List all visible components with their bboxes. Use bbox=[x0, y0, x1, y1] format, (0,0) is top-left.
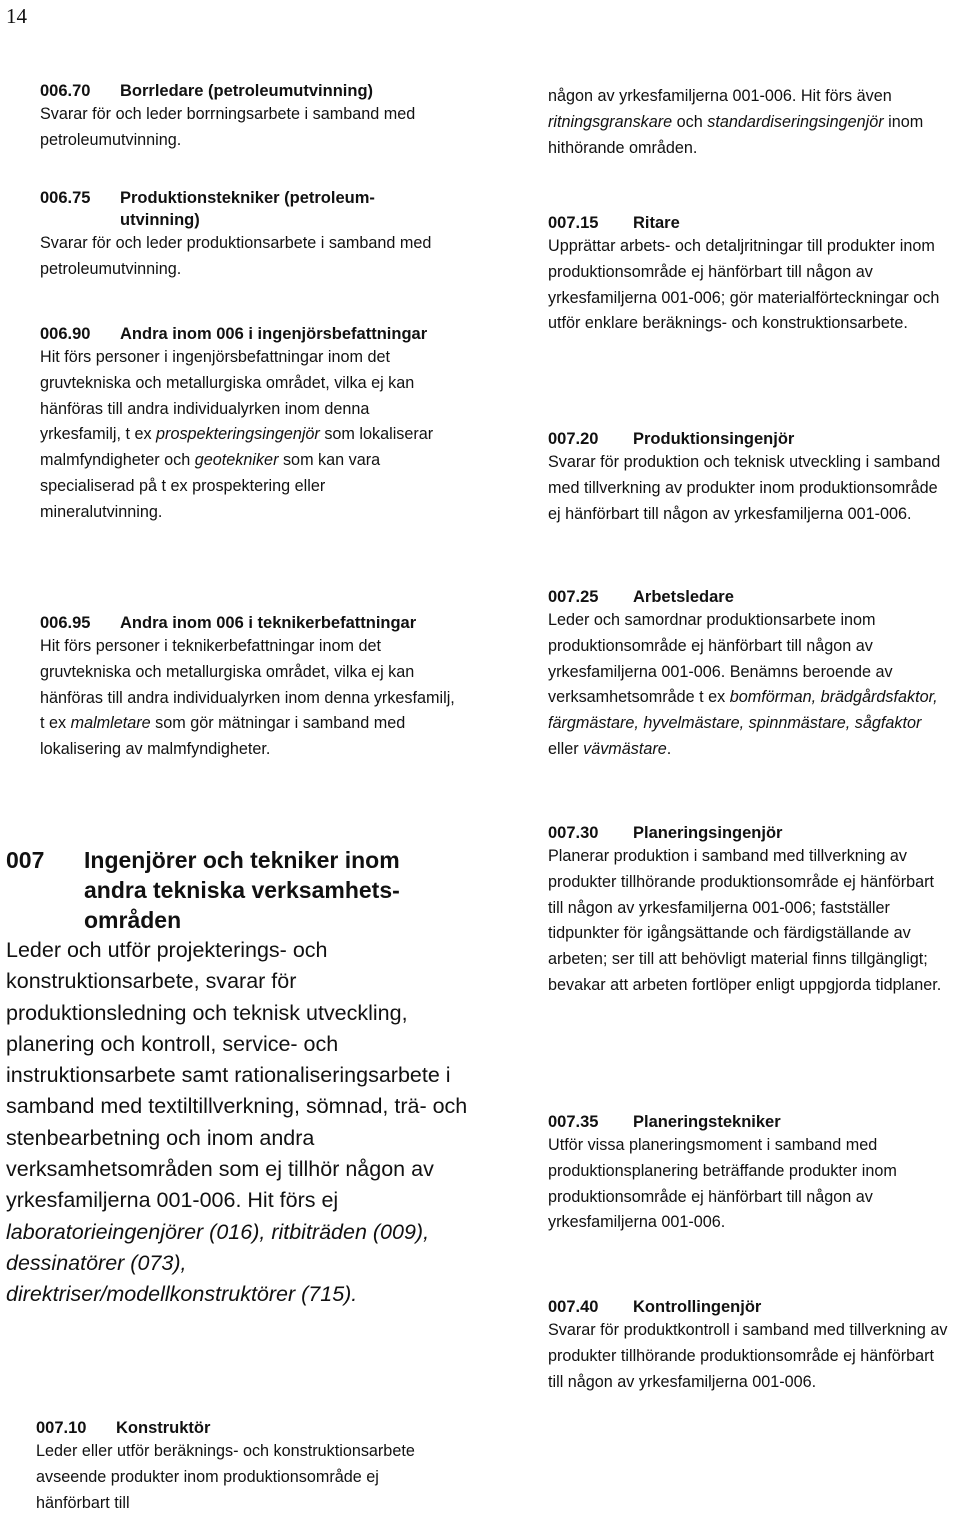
entry-title: Kontrollingenjör bbox=[633, 1298, 762, 1316]
entry-body bbox=[548, 1133, 953, 1236]
entry-body bbox=[548, 450, 948, 527]
entry-title: Ritare bbox=[633, 214, 680, 232]
entry-code: 007.15 bbox=[548, 214, 599, 232]
body-text: Leder och utför projekterings- och konstruktionsarbete, svarar för produktionsledning och teknisk utveckling, planering och kontroll, service- och instruktionsarbete samt rationaliseringsarbete i samband med textiltillverkning, sömnad, trä- och stenbearbetning och inom andra verksamhetsområden som ej tillhör någon av yrkesfamiljerna 001-006. Hit förs ej bbox=[6, 938, 474, 1213]
body-text: Utför vissa planeringsmoment i samband med produktionsplanering beträffande produkter inom produktionsområde ej hänförbart till någon av yrkesfamiljerna 001-006. bbox=[548, 1136, 902, 1232]
entry-body bbox=[548, 844, 948, 999]
entry-code: 006.70 bbox=[40, 82, 91, 100]
body-text: inom hithörande områden. bbox=[548, 112, 928, 157]
body-text: eller bbox=[548, 714, 926, 758]
body-text: Svarar för och leder produktionsarbete i samband med petroleumutvinning. bbox=[40, 234, 436, 278]
entry-code: 007.10 bbox=[36, 1419, 87, 1437]
body-text: . bbox=[666, 739, 672, 758]
entry-code: 006.75 bbox=[40, 189, 91, 207]
entry-code: 007.25 bbox=[548, 588, 599, 606]
body-text: Planerar produktion i samband med tillverkning av produkter tillhörande produktionsområde ej hänförbart till någon av yrkesfamiljerna 001-006; fastställer tidpunkter för igångsättande och färdigställande av arbeten; ser till att behövligt material finns tillgängligt; bevakar att arbeten fortlöper enligt uppgjorda tidplaner. bbox=[548, 847, 942, 994]
body-text: som gör mätningar i samband med lokalisering av malmfyndigheter. bbox=[40, 714, 410, 759]
entry-006-70 bbox=[40, 80, 480, 154]
section-title: Ingenjörer och tekniker inom andra tekniska verksamhetsområden bbox=[84, 847, 400, 933]
body-text: Hit förs personer i ingenjörsbefattningar inom det gruvtekniska och metallurgiska området, vilka ej kan hänföras till andra individualyrken inom denna yrkesfamilj, t ex bbox=[40, 348, 419, 444]
body-text: Svarar för och leder borrningsarbete i samband med petroleumutvinning. bbox=[40, 105, 420, 149]
entry-title: Borrledare (petroleumutvinning) bbox=[120, 82, 374, 100]
entry-006-90 bbox=[40, 323, 440, 526]
entry-title: Andra inom 006 i teknikerbefattningar bbox=[120, 614, 417, 632]
entry-body bbox=[40, 634, 460, 763]
entry-code: 007.20 bbox=[548, 430, 599, 448]
body-text: och bbox=[672, 112, 708, 131]
italic-term: laboratorieingenjörer (016), ritbiträden (009), dessinatörer (073), direktriser/modellkonstruktörer (715). bbox=[6, 1219, 436, 1307]
entry-007-40 bbox=[548, 1296, 952, 1395]
entry-body bbox=[40, 231, 440, 283]
body-text: som lokaliserar malmfyndigheter och bbox=[40, 425, 438, 470]
entry-007-25 bbox=[548, 586, 953, 763]
page-number: 14 bbox=[6, 4, 27, 28]
entry-title: Produktionsingenjör bbox=[633, 430, 795, 448]
entry-007-35 bbox=[548, 1111, 953, 1236]
italic-term: prospekteringsingenjör bbox=[156, 425, 320, 444]
section-007 bbox=[6, 845, 476, 1311]
entry-title: Konstruktör bbox=[116, 1419, 211, 1437]
italic-term: ritningsgranskare bbox=[548, 112, 673, 131]
italic-term: vävmästare bbox=[583, 739, 667, 758]
italic-term: standardiseringsingenjör bbox=[707, 112, 884, 131]
italic-term: bomförman, brädgårdsfaktor, färgmästare, hyvelmästare, spinnmästare, sågfaktor bbox=[548, 688, 943, 733]
body-text: någon av yrkesfamiljerna 001-006. Hit förs även bbox=[548, 87, 897, 105]
entry-body bbox=[548, 234, 953, 337]
entry-code: 006.95 bbox=[40, 614, 91, 632]
section-body bbox=[6, 935, 476, 1311]
section-code: 007 bbox=[6, 847, 45, 873]
entry-body bbox=[40, 345, 440, 526]
body-text: Hit förs personer i teknikerbefattningar inom det gruvtekniska och metallurgiska området, vilka ej kan hänföras till andra individualyrken inom denna yrkesfamilj, t ex bbox=[40, 637, 460, 733]
body-text: Leder och samordnar produktionsarbete inom produktionsområde ej hänförbart till någon av yrkesfamiljerna 001-006. Benämns beroende av verksamhetsområde t ex bbox=[548, 611, 898, 707]
italic-term: malmletare bbox=[70, 714, 151, 733]
entry-body bbox=[548, 608, 953, 763]
entry-007-15 bbox=[548, 212, 953, 337]
entry-code: 007.30 bbox=[548, 824, 599, 842]
continued-text bbox=[548, 84, 948, 161]
body-text: Leder eller utför beräknings- och konstruktionsarbete avseende produkter inom produktionsområde ej hänförbart till bbox=[36, 1442, 420, 1512]
entry-title: Planeringstekniker bbox=[633, 1113, 781, 1131]
entry-title: Andra inom 006 i ingenjörsbefattningar bbox=[120, 325, 428, 343]
italic-term: geotekniker bbox=[194, 451, 279, 470]
entry-006-75 bbox=[40, 187, 440, 283]
entry-title: Produktionstekniker (petroleumutvinning) bbox=[120, 189, 375, 229]
entry-code: 006.90 bbox=[40, 325, 91, 343]
entry-body bbox=[548, 1318, 952, 1395]
entry-007-10 bbox=[36, 1417, 456, 1516]
entry-body bbox=[40, 102, 480, 154]
body-text: Svarar för produktion och teknisk utveckling i samband med tillverkning av produkter inom produktionsområde ej hänförbart till någon av yrkesfamiljerna 001-006. bbox=[548, 453, 945, 523]
body-text: som kan vara specialiserad på t ex prospektering eller mineralutvinning. bbox=[40, 451, 385, 521]
entry-title: Planeringsingenjör bbox=[633, 824, 783, 842]
entry-006-95 bbox=[40, 612, 460, 763]
body-text: Svarar för produktkontroll i samband med tillverkning av produkter tillhörande produktionsområde ej hänförbart till någon av yrkesfamiljerna 001-006. bbox=[548, 1321, 952, 1391]
entry-body bbox=[36, 1439, 456, 1516]
entry-code: 007.35 bbox=[548, 1113, 599, 1131]
entry-title: Arbetsledare bbox=[633, 588, 734, 606]
entry-007-20 bbox=[548, 428, 948, 527]
entry-code: 007.40 bbox=[548, 1298, 599, 1316]
body-text: Upprättar arbets- och detaljritningar till produkter inom produktionsområde ej hänförbart till någon av yrkesfamiljerna 001-006; gör materialförteckningar och utför enklare beräknings- och konstruktionsarbete. bbox=[548, 237, 944, 333]
entry-007-30 bbox=[548, 822, 948, 999]
